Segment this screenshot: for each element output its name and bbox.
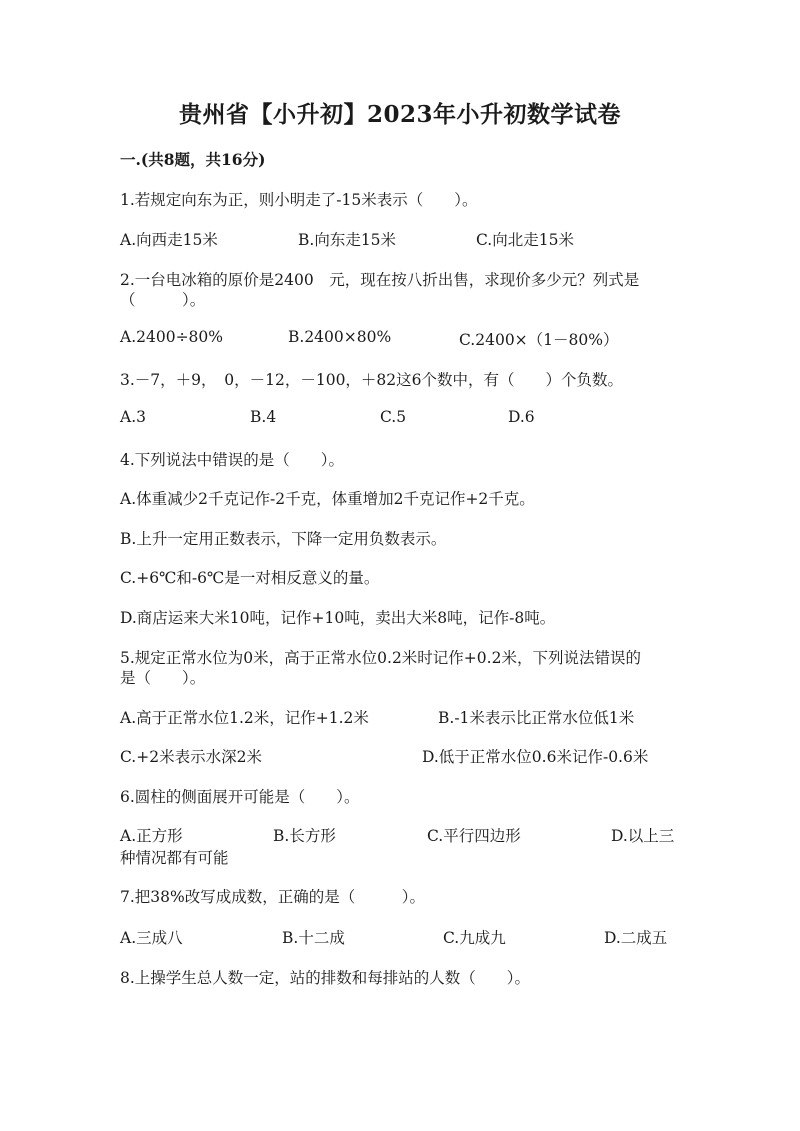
- question-3-option-a: A.3: [120, 408, 146, 426]
- question-6-option-d: D.以上三: [611, 827, 675, 845]
- question-7-option-c: C.九成九: [443, 929, 506, 947]
- question-2-stem: 2.一台电冰箱的原价是2400 元，现在按八折出售，求现价多少元？列式是: [120, 271, 640, 289]
- question-6-option-d-continued: 种情况都有可能: [120, 849, 229, 867]
- question-3-option-d: D.6: [508, 408, 535, 426]
- question-5-stem: 5.规定正常水位为0米，高于正常水位0.2米时记作+0.2米，下列说法错误的: [120, 649, 641, 667]
- question-7-option-d: D.二成五: [604, 929, 668, 947]
- question-3-stem: 3.－7，＋9， 0，－12，－100，＋82这6个数中，有（ ）个负数。: [120, 371, 624, 389]
- question-2-option-b: B.2400×80%: [288, 328, 392, 346]
- question-5-option-a: A.高于正常水位1.2米，记作+1.2米: [120, 709, 369, 727]
- question-2-option-a: A.2400÷80%: [120, 328, 224, 346]
- question-5-option-d: D.低于正常水位0.6米记作-0.6米: [422, 748, 649, 766]
- question-4-option-d: D.商店运来大米10吨，记作+10吨，卖出大米8吨，记作-8吨。: [120, 609, 556, 627]
- question-6-stem: 6.圆柱的侧面展开可能是（ ）。: [120, 788, 360, 806]
- question-7-option-b: B.十二成: [282, 929, 345, 947]
- question-2-option-c: C.2400×（1－80%）: [459, 331, 619, 349]
- question-3-option-b: B.4: [250, 408, 277, 426]
- question-8-stem: 8.上操学生总人数一定，站的排数和每排站的人数（ ）。: [120, 969, 531, 987]
- question-4-stem: 4.下列说法中错误的是（ ）。: [120, 451, 345, 469]
- question-6-option-b: B.长方形: [273, 827, 336, 845]
- question-4-option-b: B.上升一定用正数表示，下降一定用负数表示。: [120, 530, 447, 548]
- question-1-stem: 1.若规定向东为正，则小明走了-15米表示（ ）。: [120, 191, 478, 209]
- question-3-option-c: C.5: [380, 408, 407, 426]
- question-6-option-a: A.正方形: [120, 827, 183, 845]
- question-4-option-c: C.+6℃和-6℃是一对相反意义的量。: [120, 569, 380, 587]
- section-header: 一.(共8题，共16分): [120, 150, 266, 169]
- page-title: 贵州省【小升初】2023年小升初数学试卷: [178, 101, 621, 128]
- question-7-option-a: A.三成八: [120, 929, 183, 947]
- question-1-option-c: C.向北走15米: [476, 231, 574, 249]
- question-5-option-b: B.-1米表示比正常水位低1米: [438, 709, 635, 727]
- question-1-option-a: A.向西走15米: [120, 231, 218, 249]
- question-5-option-c: C.+2米表示水深2米: [120, 748, 262, 766]
- question-1-option-b: B.向东走15米: [298, 231, 397, 249]
- question-2-stem-continued: （ ）。: [120, 291, 206, 309]
- question-4-option-a: A.体重减少2千克记作-2千克，体重增加2千克记作+2千克。: [120, 490, 535, 508]
- question-5-stem-continued: 是（ ）。: [120, 669, 206, 687]
- question-6-option-c: C.平行四边形: [427, 827, 521, 845]
- question-7-stem: 7.把38%改写成成数，正确的是（ ）。: [120, 888, 425, 906]
